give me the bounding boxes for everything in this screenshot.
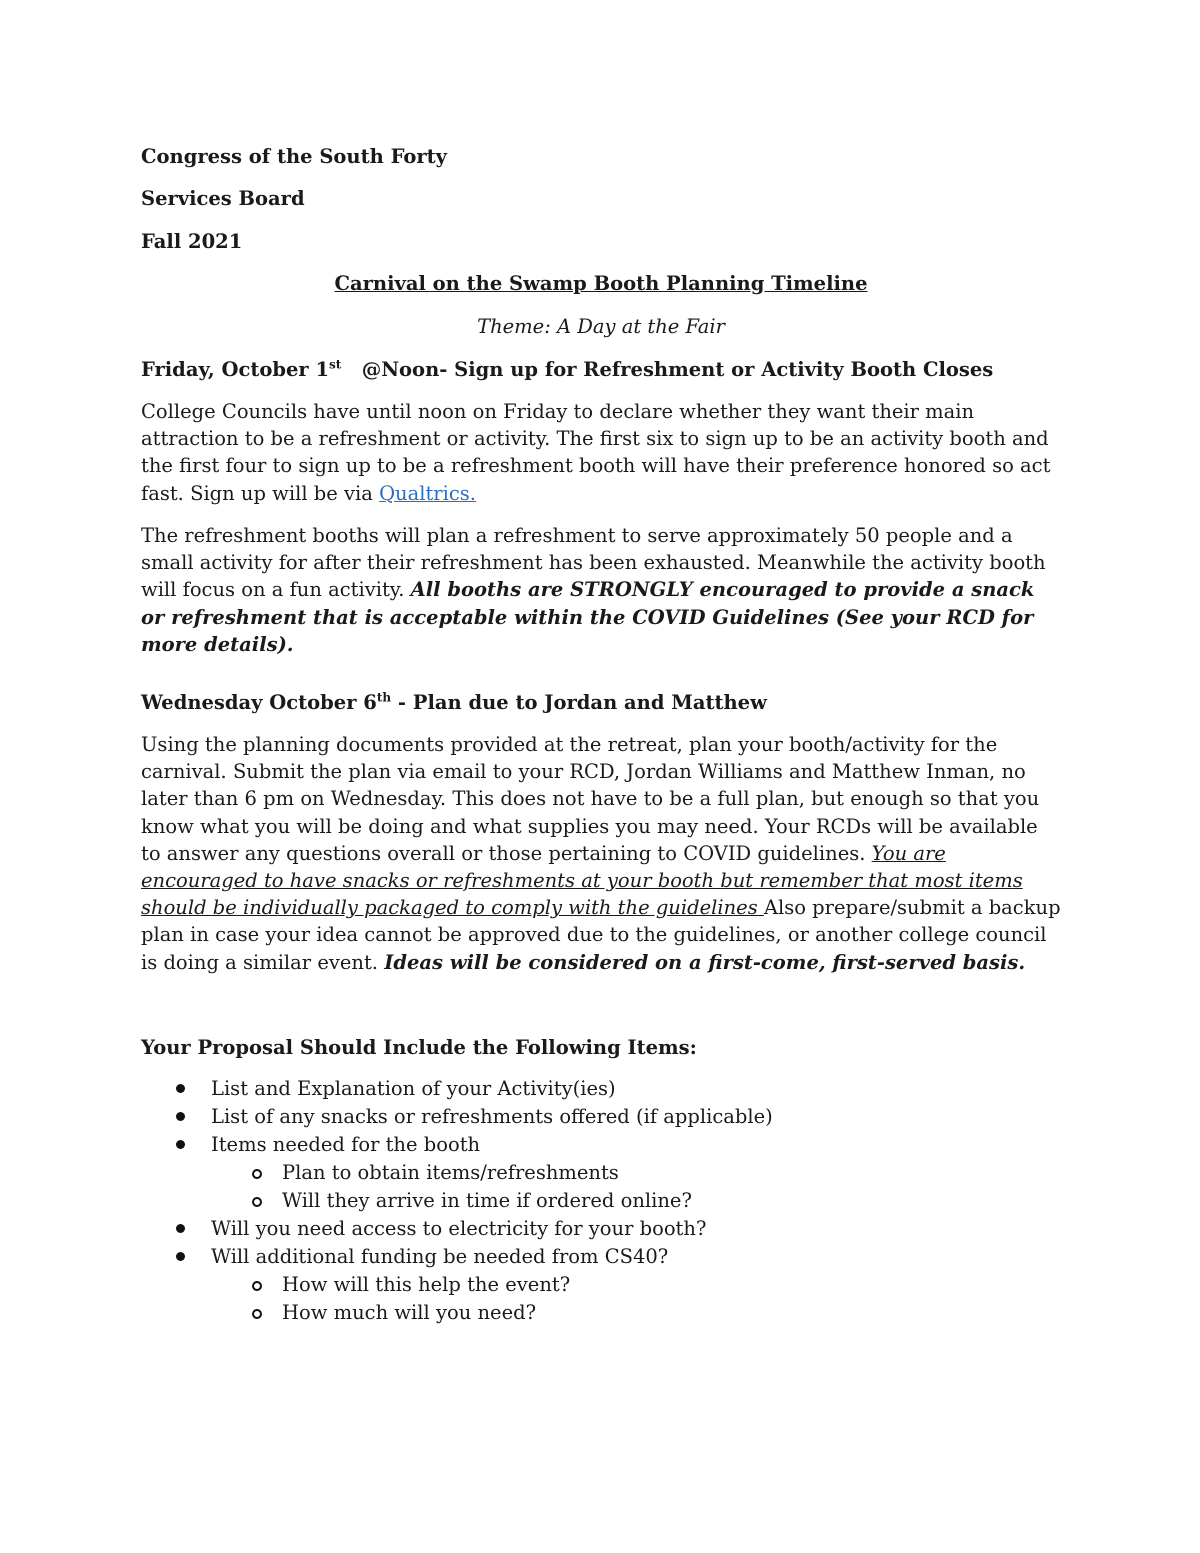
list-subitem: Will they arrive in time if ordered online? xyxy=(141,1187,773,1215)
bullet-icon xyxy=(176,1224,185,1233)
list-item: List and Explanation of your Activity(ies) xyxy=(141,1075,773,1103)
bullet-icon xyxy=(176,1112,185,1121)
bullet-icon xyxy=(176,1140,185,1149)
section1-p2-emphasis: All booths are STRONGLY encouraged to provide a snack or refreshment that is acceptable within the COVID Guidelines (See your RCD for more details). xyxy=(141,578,1035,656)
section2-heading-sup: th xyxy=(376,690,392,705)
bullet-icon xyxy=(176,1084,185,1093)
section1-heading-sup: st xyxy=(329,357,342,372)
section1-heading-date: Friday, October 1 xyxy=(141,358,330,381)
section3-heading: Your Proposal Should Include the Following Items: xyxy=(141,1036,697,1059)
section1-paragraph1 xyxy=(141,398,1061,507)
section2-heading-rest: - Plan due to Jordan and Matthew xyxy=(391,691,767,714)
circle-bullet-icon xyxy=(252,1281,262,1291)
section2-p-text2: Also prepare/submit a backup plan in case your idea cannot be approved due to the guidelines, or another college council is doing a similar event. xyxy=(141,896,1061,974)
section1-p2-text: The refreshment booths will plan a refreshment to serve approximately 50 people and a small activity for after their refreshment has been exhausted. Meanwhile the activity booth will focus on a fun activity. xyxy=(141,524,1046,602)
section2-p-underline: You are encouraged to have snacks or refreshments at your booth but remember that most items should be individually packaged to comply with the guidelines xyxy=(141,841,1023,920)
section2-paragraph xyxy=(141,731,1061,976)
document-title: Carnival on the Swamp Booth Planning Timeline xyxy=(334,272,868,295)
circle-bullet-icon xyxy=(252,1169,262,1179)
list-subitem: How will this help the event? xyxy=(141,1271,773,1299)
list-subitem: How much will you need? xyxy=(141,1299,773,1327)
theme-line: Theme: A Day at the Fair xyxy=(477,315,725,338)
section1-p1-text: College Councils have until noon on Friday to declare whether they want their main attraction to be a refreshment or activity. The first six to sign up to be an activity booth and the first four to sign up to be a refreshment booth will have their preference honored so act fast. Sign up will be via xyxy=(141,400,1051,505)
list-item: List of any snacks or refreshments offered (if applicable) xyxy=(141,1103,773,1131)
org-name: Congress of the South Forty xyxy=(141,145,447,168)
section2-p-emphasis: Ideas will be considered on a first-come, first-served basis. xyxy=(384,950,1026,974)
board-name: Services Board xyxy=(141,187,305,210)
qualtrics-link[interactable]: Qualtrics. xyxy=(379,481,476,505)
list-item: Will additional funding be needed from CS40? xyxy=(141,1243,773,1271)
section2-p-text: Using the planning documents provided at the retreat, plan your booth/activity for the carnival. Submit the plan via email to your RCD, Jordan Williams and Matthew Inman, no later than 6 pm on Wednesday. This does not have to be a full plan, but enough so that you know what you will be doing and what supplies you may need. Your RCDs will be available to answer any questions overall or those pertaining to COVID guidelines. xyxy=(141,733,1040,865)
circle-bullet-icon xyxy=(252,1197,262,1207)
section2-heading-date: Wednesday October 6 xyxy=(141,691,377,714)
bullet-icon xyxy=(176,1252,185,1261)
section1-heading-rest: @Noon- Sign up for Refreshment or Activity Booth Closes xyxy=(341,358,994,381)
circle-bullet-icon xyxy=(252,1309,262,1319)
section2-heading xyxy=(141,689,767,716)
section1-paragraph2 xyxy=(141,522,1061,658)
list-item: Will you need access to electricity for your booth? xyxy=(141,1215,773,1243)
list-subitem: Plan to obtain items/refreshments xyxy=(141,1159,773,1187)
proposal-items-list xyxy=(141,1075,773,1327)
term: Fall 2021 xyxy=(141,230,243,253)
list-item: Items needed for the booth xyxy=(141,1131,773,1159)
section1-heading xyxy=(141,356,993,383)
